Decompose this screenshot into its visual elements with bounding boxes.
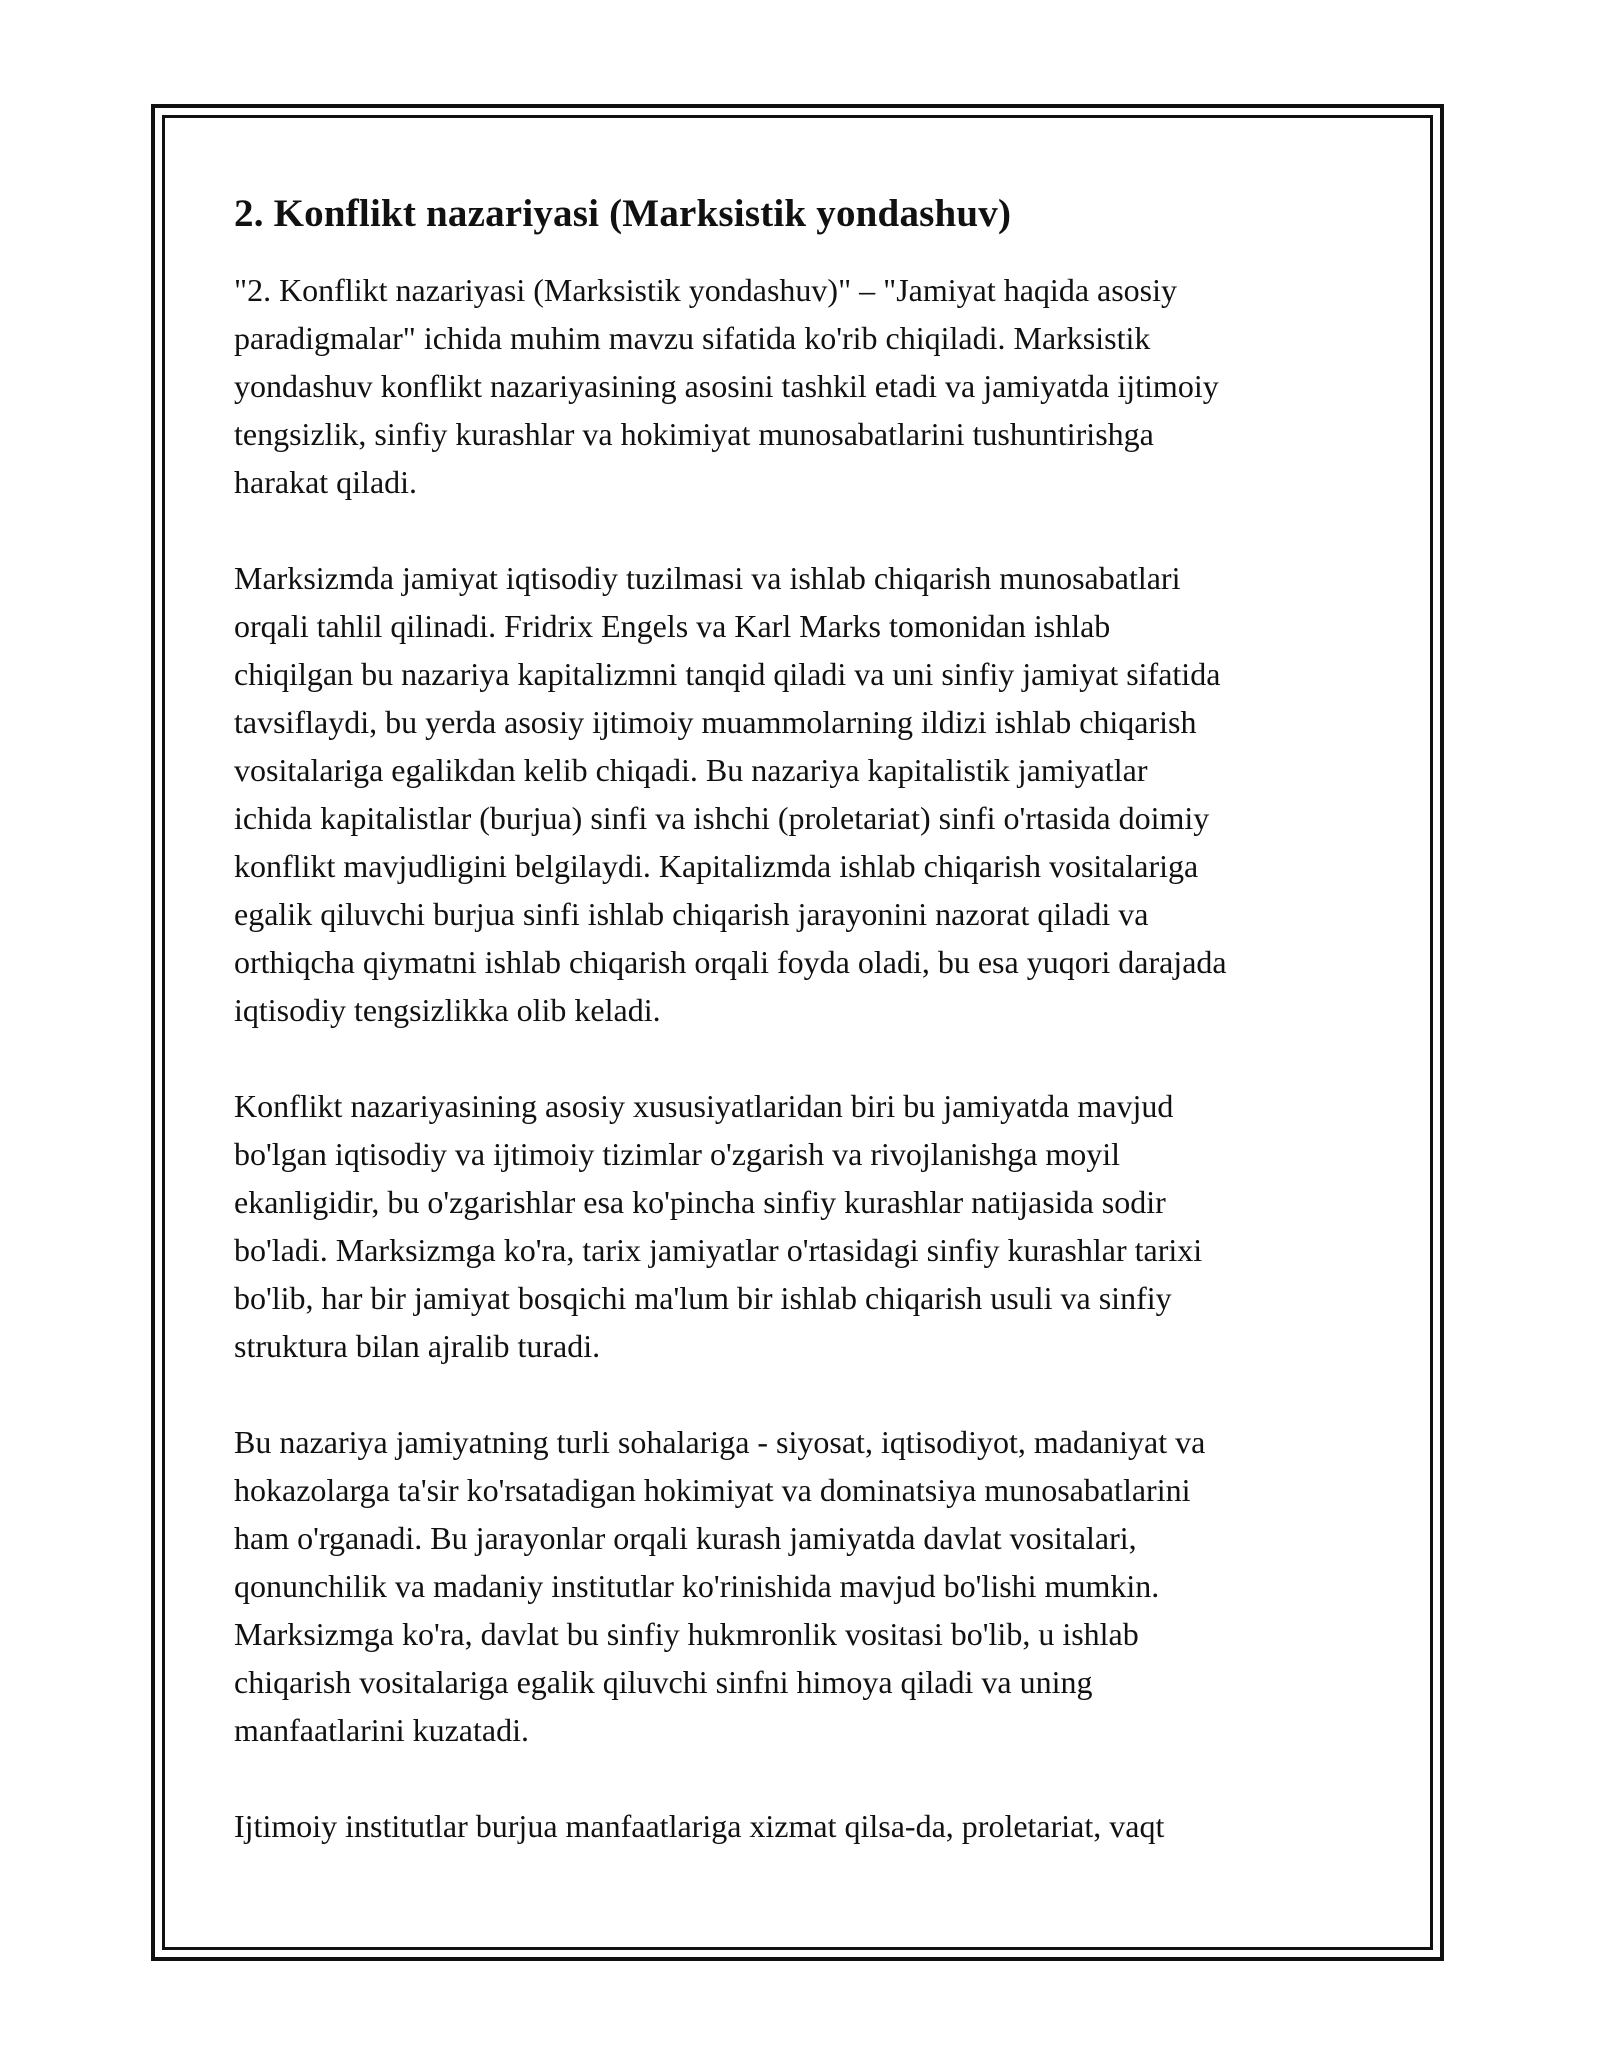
paragraph-1: "2. Konflikt nazariyasi (Marksistik yondashuv)" – "Jamiyat haqida asosiy paradigmalar" ichida muhim mavzu sifatida ko'rib chiqiladi. Marksistik yondashuv konflikt nazariyasining asosini tashkil etadi va jamiyatda ijtimoiy tengsizlik, sinfiy kurashlar va hokimiyat munosabatlarini tushuntirishga harakat qiladi.: [234, 272, 1219, 500]
document-body: [234, 186, 1374, 1850]
paragraph-5: Ijtimoiy institutlar burjua manfaatlariga xizmat qilsa-da, proletariat, vaqt: [234, 1808, 1165, 1844]
document-title: 2. Konflikt nazariyasi (Marksistik yondashuv): [234, 192, 1012, 235]
paragraph-3: Konflikt nazariyasining asosiy xususiyatlaridan biri bu jamiyatda mavjud bo'lgan iqtisodiy va ijtimoiy tizimlar o'zgarish va rivojlanishga moyil ekanligidir, bu o'zgarishlar esa ko'pincha sinfiy kurashlar natijasida sodir bo'ladi. Marksizmga ko'ra, tarix jamiyatlar o'rtasidagi sinfiy kurashlar tarixi bo'lib, har bir jamiyat bosqichi ma'lum bir ishlab chiqarish usuli va sinfiy struktura bilan ajralib turadi.: [234, 1088, 1203, 1364]
paragraph-4: Bu nazariya jamiyatning turli sohalariga - siyosat, iqtisodiyot, madaniyat va hokazolarga ta'sir ko'rsatadigan hokimiyat va dominatsiya munosabatlarini ham o'rganadi. Bu jarayonlar orqali kurash jamiyatda davlat vositalari, qonunchilik va madaniy institutlar ko'rinishida mavjud bo'lishi mumkin. Marksizmga ko'ra, davlat bu sinfiy hukmronlik vositasi bo'lib, u ishlab chiqarish vositalariga egalik qiluvchi sinfni himoya qiladi va uning manfaatlarini kuzatadi.: [234, 1424, 1206, 1748]
paragraph-2: Marksizmda jamiyat iqtisodiy tuzilmasi va ishlab chiqarish munosabatlari orqali tahlil qilinadi. Fridrix Engels va Karl Marks tomonidan ishlab chiqilgan bu nazariya kapitalizmni tanqid qiladi va uni sinfiy jamiyat sifatida tavsiflaydi, bu yerda asosiy ijtimoiy muammolarning ildizi ishlab chiqarish vositalariga egalikdan kelib chiqadi. Bu nazariya kapitalistik jamiyatlar ichida kapitalistlar (burjua) sinfi va ishchi (proletariat) sinfi o'rtasida doimiy konflikt mavjudligini belgilaydi. Kapitalizmda ishlab chiqarish vositalariga egalik qiluvchi burjua sinfi ishlab chiqarish jarayonini nazorat qiladi va orthiqcha qiymatni ishlab chiqarish orqali foyda oladi, bu esa yuqori darajada iqtisodiy tengsizlikka olib keladi.: [234, 560, 1227, 1028]
